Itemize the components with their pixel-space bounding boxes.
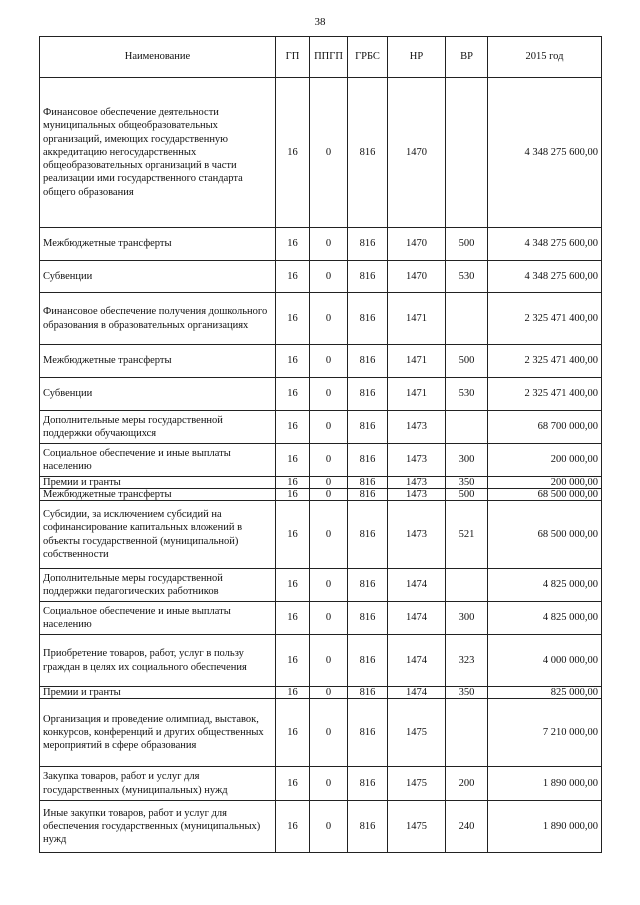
row-gp: 16 [276,378,310,411]
row-name: Дополнительные меры государственной поддержки обучающихся [40,411,276,444]
row-ppgp: 0 [310,345,348,378]
row-sum: 2 325 471 400,00 [488,345,602,378]
row-gp: 16 [276,635,310,687]
row-vr: 350 [446,477,488,489]
table-row [40,78,602,228]
row-name: Дополнительные меры государственной поддержки педагогических работников [40,569,276,602]
table-row [40,477,602,489]
row-gp: 16 [276,261,310,293]
row-name: Премии и гранты [40,477,276,489]
row-ppgp: 0 [310,228,348,261]
row-sum: 68 500 000,00 [488,489,602,501]
row-gp: 16 [276,228,310,261]
row-vr: 530 [446,261,488,293]
row-vr: 521 [446,501,488,569]
row-ppgp: 0 [310,801,348,853]
row-vr: 200 [446,767,488,801]
row-name: Финансовое обеспечение деятельности муниципальных общеобразовательных организаций, имеющих государственную аккредитацию негосударственных общеобразовательных организаций в части реализации ими государственного стандарта общего образования [40,78,276,228]
row-gp: 16 [276,767,310,801]
row-nr: 1471 [388,293,446,345]
row-ppgp: 0 [310,378,348,411]
row-grbs: 816 [348,569,388,602]
row-nr: 1473 [388,411,446,444]
row-nr: 1470 [388,228,446,261]
row-sum: 4 825 000,00 [488,602,602,635]
table-row [40,293,602,345]
row-sum: 4 348 275 600,00 [488,228,602,261]
row-name: Финансовое обеспечение получения дошкольного образования в образовательных организациях [40,293,276,345]
row-ppgp: 0 [310,444,348,477]
row-ppgp: 0 [310,78,348,228]
row-sum: 4 348 275 600,00 [488,261,602,293]
row-ppgp: 0 [310,687,348,699]
row-grbs: 816 [348,293,388,345]
table-header-row [40,37,602,78]
row-nr: 1474 [388,687,446,699]
col-header-grbs: ГРБС [348,37,388,78]
table-row [40,569,602,602]
row-nr: 1474 [388,635,446,687]
row-sum: 2 325 471 400,00 [488,378,602,411]
row-ppgp: 0 [310,261,348,293]
row-ppgp: 0 [310,411,348,444]
row-sum: 4 825 000,00 [488,569,602,602]
table-row [40,635,602,687]
table-row [40,444,602,477]
table-row [40,345,602,378]
row-grbs: 816 [348,699,388,767]
row-ppgp: 0 [310,477,348,489]
row-nr: 1475 [388,801,446,853]
row-vr: 300 [446,602,488,635]
row-sum: 4 348 275 600,00 [488,78,602,228]
row-grbs: 816 [348,635,388,687]
budget-table [39,36,602,853]
row-ppgp: 0 [310,293,348,345]
row-gp: 16 [276,501,310,569]
row-name: Закупка товаров, работ и услуг для государственных (муниципальных) нужд [40,767,276,801]
row-nr: 1473 [388,477,446,489]
row-vr: 500 [446,489,488,501]
col-header-gp: ГП [276,37,310,78]
row-sum: 7 210 000,00 [488,699,602,767]
row-nr: 1470 [388,261,446,293]
row-gp: 16 [276,699,310,767]
row-gp: 16 [276,444,310,477]
col-header-ppgp: ППГП [310,37,348,78]
row-name: Субсидии, за исключением субсидий на софинансирование капитальных вложений в объекты государственной (муниципальной) собственности [40,501,276,569]
row-vr: 240 [446,801,488,853]
row-grbs: 816 [348,378,388,411]
row-gp: 16 [276,293,310,345]
row-nr: 1470 [388,78,446,228]
row-vr [446,78,488,228]
table-row [40,699,602,767]
row-nr: 1474 [388,569,446,602]
row-grbs: 816 [348,501,388,569]
row-gp: 16 [276,489,310,501]
row-ppgp: 0 [310,489,348,501]
row-grbs: 816 [348,78,388,228]
row-nr: 1473 [388,501,446,569]
row-name: Организация и проведение олимпиад, выставок, конкурсов, конференций и других общественных мероприятий в сфере образования [40,699,276,767]
table-row [40,261,602,293]
row-vr [446,293,488,345]
row-grbs: 816 [348,489,388,501]
row-name: Субвенции [40,261,276,293]
row-grbs: 816 [348,477,388,489]
row-gp: 16 [276,569,310,602]
row-vr [446,699,488,767]
row-sum: 1 890 000,00 [488,767,602,801]
row-sum: 200 000,00 [488,477,602,489]
row-name: Межбюджетные трансферты [40,489,276,501]
row-vr [446,569,488,602]
row-vr: 500 [446,345,488,378]
row-vr [446,411,488,444]
row-vr: 530 [446,378,488,411]
col-header-year: 2015 год [488,37,602,78]
row-sum: 4 000 000,00 [488,635,602,687]
row-gp: 16 [276,687,310,699]
row-grbs: 816 [348,801,388,853]
row-sum: 2 325 471 400,00 [488,293,602,345]
table-row [40,378,602,411]
table-row [40,228,602,261]
row-nr: 1473 [388,444,446,477]
row-grbs: 816 [348,687,388,699]
row-nr: 1474 [388,602,446,635]
col-header-name: Наименование [40,37,276,78]
row-grbs: 816 [348,602,388,635]
row-nr: 1471 [388,378,446,411]
row-name: Премии и гранты [40,687,276,699]
row-gp: 16 [276,602,310,635]
row-nr: 1473 [388,489,446,501]
table-row [40,767,602,801]
row-name: Межбюджетные трансферты [40,345,276,378]
table-row [40,602,602,635]
row-sum: 1 890 000,00 [488,801,602,853]
row-sum: 825 000,00 [488,687,602,699]
row-nr: 1475 [388,767,446,801]
table-row [40,687,602,699]
row-ppgp: 0 [310,602,348,635]
row-grbs: 816 [348,261,388,293]
row-grbs: 816 [348,767,388,801]
table-row [40,801,602,853]
row-sum: 200 000,00 [488,444,602,477]
row-ppgp: 0 [310,767,348,801]
row-name: Приобретение товаров, работ, услуг в пользу граждан в целях их социального обеспечения [40,635,276,687]
row-grbs: 816 [348,228,388,261]
row-gp: 16 [276,345,310,378]
page-number: 38 [314,16,326,28]
row-nr: 1471 [388,345,446,378]
row-gp: 16 [276,411,310,444]
row-name: Иные закупки товаров, работ и услуг для обеспечения государственных (муниципальных) нужд [40,801,276,853]
col-header-nr: НР [388,37,446,78]
row-nr: 1475 [388,699,446,767]
row-grbs: 816 [348,345,388,378]
row-gp: 16 [276,78,310,228]
row-ppgp: 0 [310,501,348,569]
row-ppgp: 0 [310,569,348,602]
row-name: Социальное обеспечение и иные выплаты населению [40,444,276,477]
row-name: Социальное обеспечение и иные выплаты населению [40,602,276,635]
table-row [40,501,602,569]
row-vr: 500 [446,228,488,261]
row-gp: 16 [276,801,310,853]
row-vr: 300 [446,444,488,477]
row-sum: 68 500 000,00 [488,501,602,569]
row-name: Межбюджетные трансферты [40,228,276,261]
row-ppgp: 0 [310,699,348,767]
row-grbs: 816 [348,411,388,444]
row-ppgp: 0 [310,635,348,687]
row-vr: 350 [446,687,488,699]
col-header-vr: ВР [446,37,488,78]
row-name: Субвенции [40,378,276,411]
table-row [40,489,602,501]
row-sum: 68 700 000,00 [488,411,602,444]
row-vr: 323 [446,635,488,687]
row-grbs: 816 [348,444,388,477]
table-row [40,411,602,444]
row-gp: 16 [276,477,310,489]
